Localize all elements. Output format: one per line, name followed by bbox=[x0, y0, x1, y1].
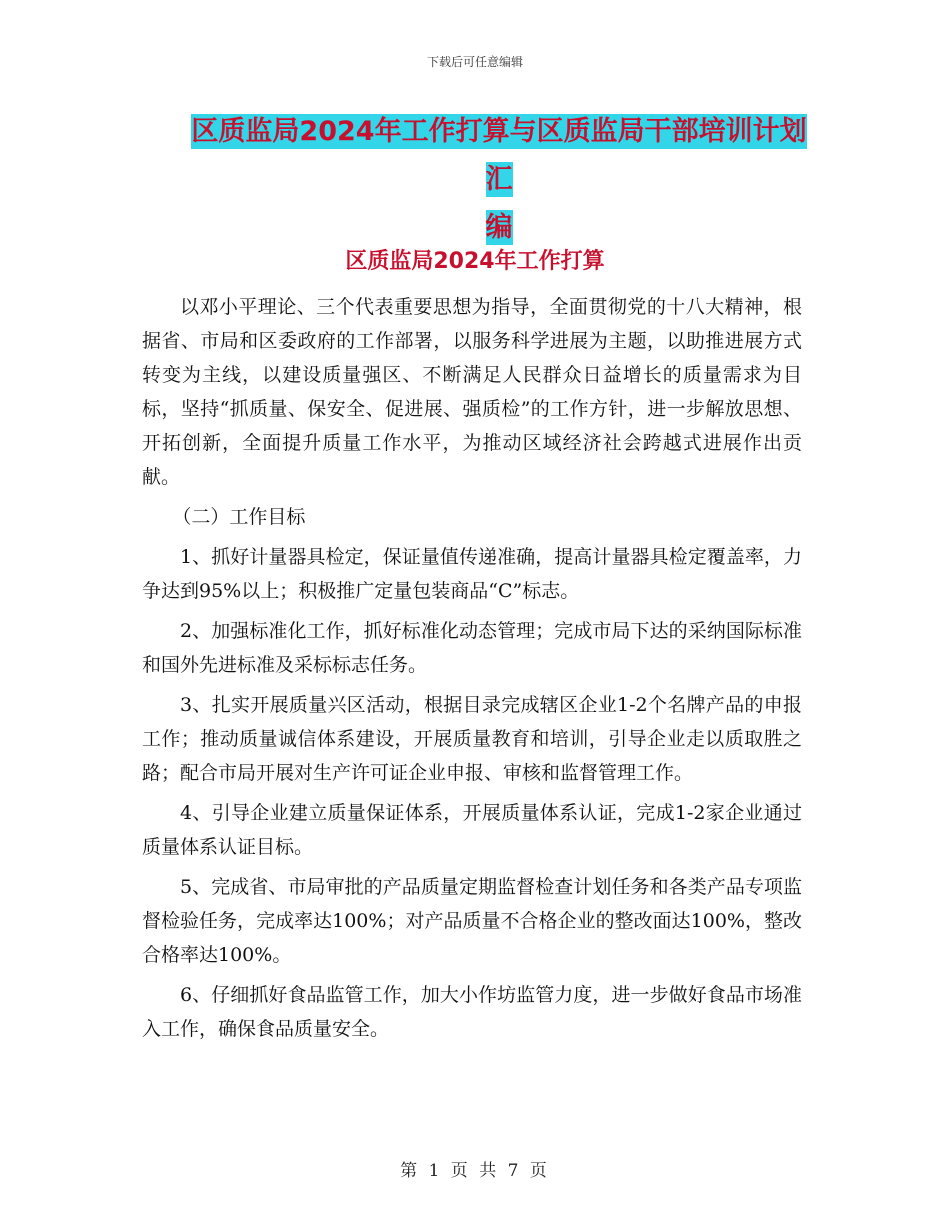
section-title: 区质监局2024年工作打算 bbox=[345, 249, 605, 274]
paragraph-item-2: 2、加强标准化工作，抓好标准化动态管理；完成市局下达的采纳国际标准和国外先进标准及采标标志任务。 bbox=[142, 620, 802, 676]
document-title-line-1: 区质监局2024年工作打算与区质监局干部培训计划汇 bbox=[191, 116, 807, 195]
page-number-footer: 第 1 页 共 7 页 bbox=[400, 1161, 550, 1181]
page-header-note: 下载后可任意编辑 bbox=[426, 55, 523, 69]
paragraph-item-6: 6、仔细抓好食品监管工作，加大小作坊监管力度，进一步做好食品市场准入工作，确保食品质量安全。 bbox=[142, 984, 802, 1040]
paragraph-intro: 以邓小平理论、三个代表重要思想为指导，全面贯彻党的十八大精神，根据省、市局和区委政府的工作部署，以服务科学进展为主题，以助推进展方式转变为主线，以建设质量强区、不断满足人民群众日益增长的质量需求为目标，坚持“抓质量、保安全、促进展、强质检”的工作方针，进一步解放思想、开拓创新，全面提升质量工作水平，为推动区域经济社会跨越式进展作出贡献。 bbox=[142, 296, 802, 488]
paragraph-item-3: 3、扎实开展质量兴区活动，根据目录完成辖区企业1-2个名牌产品的申报工作；推动质量诚信体系建设，开展质量教育和培训，引导企业走以质取胜之路；配合市局开展对生产许可证企业申报、审核和监督管理工作。 bbox=[142, 694, 802, 784]
document-body bbox=[142, 290, 802, 1052]
document-title-line-2: 编 bbox=[485, 212, 513, 243]
paragraph-item-4: 4、引导企业建立质量保证体系，开展质量体系认证，完成1-2家企业通过质量体系认证目标。 bbox=[142, 802, 802, 858]
subheading-work-goals: （二）工作目标 bbox=[172, 506, 306, 528]
document-title bbox=[188, 108, 810, 252]
paragraph-item-1: 1、抓好计量器具检定，保证量值传递准确，提高计量器具检定覆盖率，力争达到95%以上；积极推广定量包装商品“C”标志。 bbox=[142, 546, 802, 602]
paragraph-item-5: 5、完成省、市局审批的产品质量定期监督检查计划任务和各类产品专项监督检验任务，完成率达100%；对产品质量不合格企业的整改面达100%，整改合格率达100%。 bbox=[142, 876, 802, 966]
